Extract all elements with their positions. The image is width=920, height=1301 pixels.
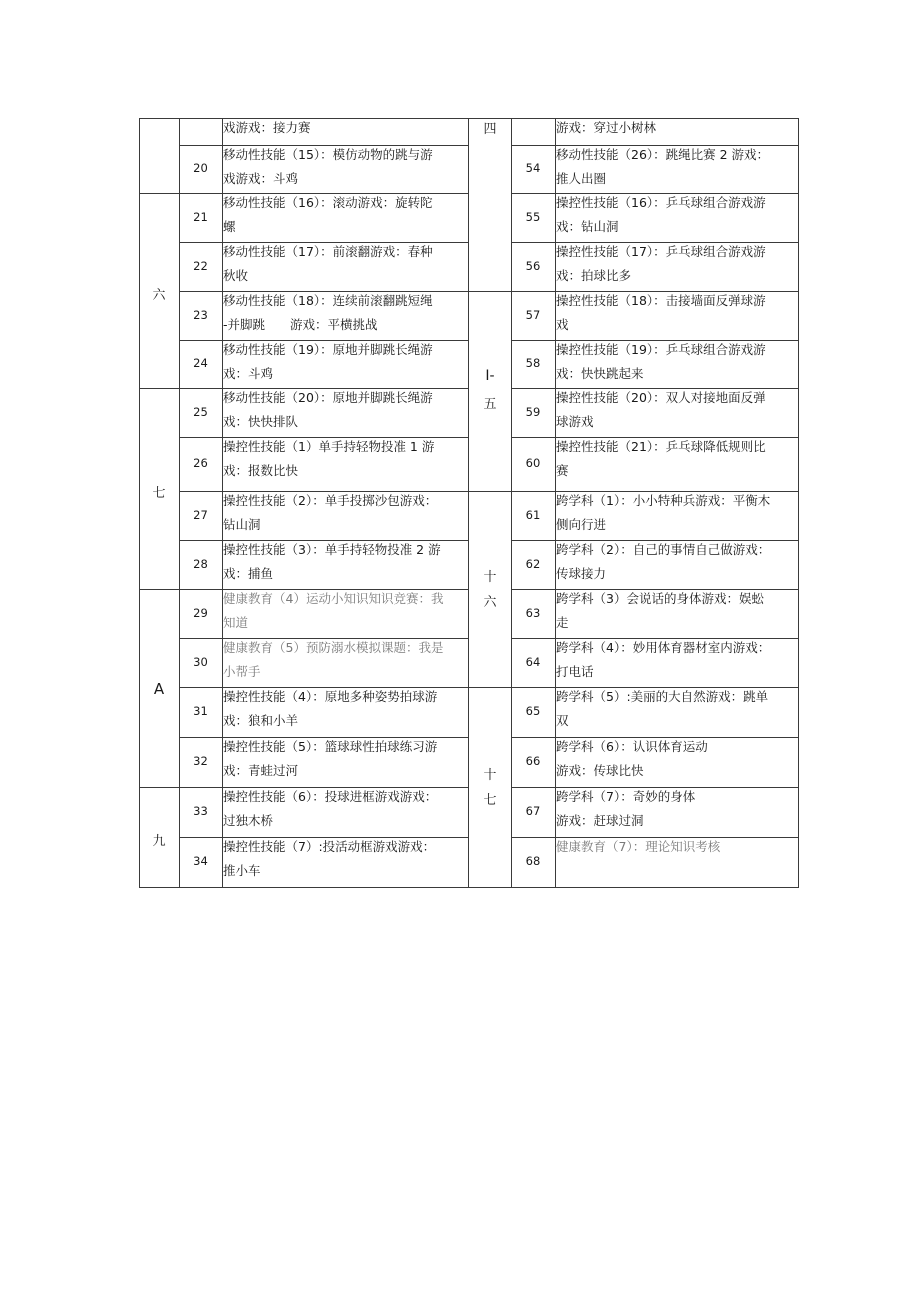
lesson-content-line: 戏：斗鸡 (223, 366, 274, 381)
lesson-number: 62 (525, 556, 541, 571)
lesson-number: 64 (525, 654, 541, 669)
lesson-content-line: 推小车 (223, 863, 261, 878)
lesson-content-line: 戏游戏：接力赛 (223, 120, 311, 135)
lesson-content-line: 操控性技能（17）：乒乓球组合游戏游 (556, 244, 766, 259)
lesson-number: 68 (525, 854, 541, 868)
lesson-content-line: 移动性技能（19）：原地并脚跳长绳游 (223, 342, 433, 357)
lesson-number: 56 (525, 258, 541, 273)
lesson-content-line: 戏：快快跳起来 (556, 366, 644, 381)
lesson-content-line: 跨学科（2）：自己的事情自己做游戏： (556, 542, 771, 557)
lesson-content-line: 球游戏 (556, 414, 594, 429)
lesson-content-line: 跨学科（6）：认识体育运动 (556, 739, 708, 754)
lesson-content-line: 戏：捕鱼 (223, 566, 274, 581)
table-vertical-rule (511, 118, 512, 888)
lesson-number: 54 (525, 161, 541, 175)
lesson-number: 21 (193, 209, 208, 224)
lesson-content-line: 操控性技能（1）单手持轻物投准 1 游 (223, 439, 435, 454)
table-bottom-rule (139, 887, 799, 888)
lesson-number: 20 (193, 161, 208, 175)
lesson-content-line: 走 (556, 615, 569, 630)
lesson-number: 67 (525, 804, 541, 818)
lesson-number: 23 (193, 307, 208, 322)
lesson-number: 32 (193, 754, 208, 768)
lesson-content-line: 移动性技能（26）：跳绳比赛 2 游戏： (556, 147, 770, 162)
lesson-content-line: 知道 (223, 615, 249, 630)
lesson-content-line: 操控性技能（19）：乒乓球组合游戏游 (556, 342, 766, 357)
week-group-rule (468, 687, 511, 688)
lesson-number: 61 (525, 507, 541, 522)
table-vertical-rule (139, 118, 140, 888)
week-label: 四 (483, 122, 497, 137)
lesson-number: 29 (193, 605, 208, 620)
lesson-number: 57 (525, 307, 541, 322)
week-label: I- (485, 368, 495, 384)
lesson-number: 58 (525, 356, 541, 370)
lesson-content-line: 操控性技能（7）:投活动框游戏游戏： (223, 839, 436, 854)
lesson-number: 31 (193, 704, 208, 718)
lesson-content-line: -并脚跳 游戏：平横挑战 (223, 317, 378, 332)
week-group-rule (139, 787, 179, 788)
lesson-content-line: 推人出圈 (556, 171, 607, 186)
week-label: 九 (152, 834, 166, 849)
lesson-content-line: 戏 (556, 317, 569, 332)
week-group-rule (468, 491, 511, 492)
lesson-content-line: 健康教育（4）运动小知识知识竞赛：我 (223, 591, 444, 606)
lesson-content-line: 移动性技能（15）：模仿动物的跳与游 (223, 147, 433, 162)
week-label: 十 (483, 570, 497, 585)
lesson-content-line: 跨学科（7）：奇妙的身体 (556, 789, 696, 804)
table-vertical-rule (798, 118, 799, 888)
week-group-rule (139, 388, 179, 389)
lesson-number: 24 (193, 356, 208, 370)
lesson-content-line: 操控性技能（2）：单手投掷沙包游戏： (223, 493, 438, 508)
lesson-content-line: 操控性技能（16）：乒乓球组合游戏游 (556, 195, 766, 210)
lesson-content-line: 钻山洞 (223, 517, 261, 532)
lesson-content-line: 移动性技能（17）：前滚翻游戏：春种 (223, 244, 433, 259)
lesson-content-line: 戏：钻山洞 (556, 219, 619, 234)
lesson-content-line: 赛 (556, 463, 569, 478)
lesson-content-line: 游戏：赶球过洞 (556, 813, 644, 828)
lesson-content-line: 侧向行进 (556, 517, 607, 532)
lesson-content-line: 操控性技能（4）：原地多种姿势拍球游 (223, 689, 438, 704)
lesson-number: 59 (525, 404, 541, 419)
week-group-rule (139, 193, 179, 194)
lesson-content-line: 操控性技能（3）：单手持轻物投准 2 游 (223, 542, 441, 557)
lesson-content-line: 游戏：穿过小树林 (556, 120, 657, 135)
week-label: 十 (483, 768, 497, 783)
lesson-number: 55 (525, 209, 541, 224)
lesson-number: 28 (193, 556, 208, 571)
week-label: 五 (483, 397, 497, 412)
lesson-content-line: 戏：快快排队 (223, 414, 299, 429)
lesson-content-line: 过独木桥 (223, 813, 274, 828)
lesson-number: 30 (193, 654, 208, 669)
lesson-content-line: 操控性技能（6）：投球进框游戏游戏： (223, 789, 438, 804)
lesson-content-line: 戏：拍球比多 (556, 268, 632, 283)
lesson-number: 34 (193, 854, 208, 868)
lesson-content-line: 双 (556, 713, 569, 728)
lesson-content-line: 移动性技能（20）：原地并脚跳长绳游 (223, 390, 433, 405)
lesson-content-line: 戏：青蛙过河 (223, 763, 299, 778)
lesson-content-line: 移动性技能（16）：滚动游戏：旋转陀 (223, 195, 433, 210)
lesson-content-line: 跨学科（5）:美丽的大自然游戏：跳单 (556, 689, 769, 704)
lesson-content-line: 戏游戏：斗鸡 (223, 171, 299, 186)
lesson-number: 33 (193, 804, 208, 818)
lesson-content-line: 戏：狼和小羊 (223, 713, 299, 728)
lesson-content-line: 螺 (223, 219, 236, 234)
lesson-content-line: 健康教育（7）：理论知识考核 (556, 839, 721, 854)
lesson-content-line: 操控性技能（5）：篮球球性拍球练习游 (223, 739, 438, 754)
lesson-number: 27 (193, 507, 208, 522)
week-group-rule (468, 291, 511, 292)
lesson-content-line: 秋收 (223, 268, 249, 283)
lesson-content-line: 戏：报数比快 (223, 463, 299, 478)
lesson-number: 63 (525, 605, 541, 620)
table-vertical-rule (179, 118, 180, 888)
lesson-number: 65 (525, 704, 541, 718)
week-label: 七 (152, 486, 166, 501)
lesson-content-line: 小帮手 (223, 664, 261, 679)
lesson-number: 26 (193, 456, 208, 470)
lesson-content-line: 移动性技能（18）：连续前滚翻跳短绳 (223, 293, 433, 308)
lesson-number: 25 (193, 404, 208, 419)
week-label: A (153, 680, 165, 698)
lesson-content-line: 操控性技能（21）：乒乓球降低规则比 (556, 439, 766, 454)
lesson-content-line: 游戏：传球比快 (556, 763, 644, 778)
lesson-number: 22 (193, 258, 208, 273)
lesson-number: 60 (525, 456, 541, 470)
week-label: 六 (152, 288, 166, 303)
week-label: 七 (483, 793, 497, 808)
lesson-content-line: 操控性技能（20）：双人对接地面反弹 (556, 390, 766, 405)
lesson-number: 66 (525, 754, 541, 768)
lesson-content-line: 打电话 (556, 664, 594, 679)
week-group-rule (139, 589, 179, 590)
lesson-content-line: 传球接力 (556, 566, 607, 581)
lesson-content-line: 跨学科（3）会说话的身体游戏：娱蚣 (556, 591, 764, 606)
lesson-content-line: 操控性技能（18）：击接墙面反弹球游 (556, 293, 766, 308)
week-label: 六 (483, 595, 497, 610)
lesson-content-line: 健康教育（5）预防溺水模拟课题：我是 (223, 640, 444, 655)
lesson-content-line: 跨学科（4）：妙用体育器材室内游戏： (556, 640, 771, 655)
lesson-content-line: 跨学科（1）：小小特种兵游戏：平衡木 (556, 493, 771, 508)
